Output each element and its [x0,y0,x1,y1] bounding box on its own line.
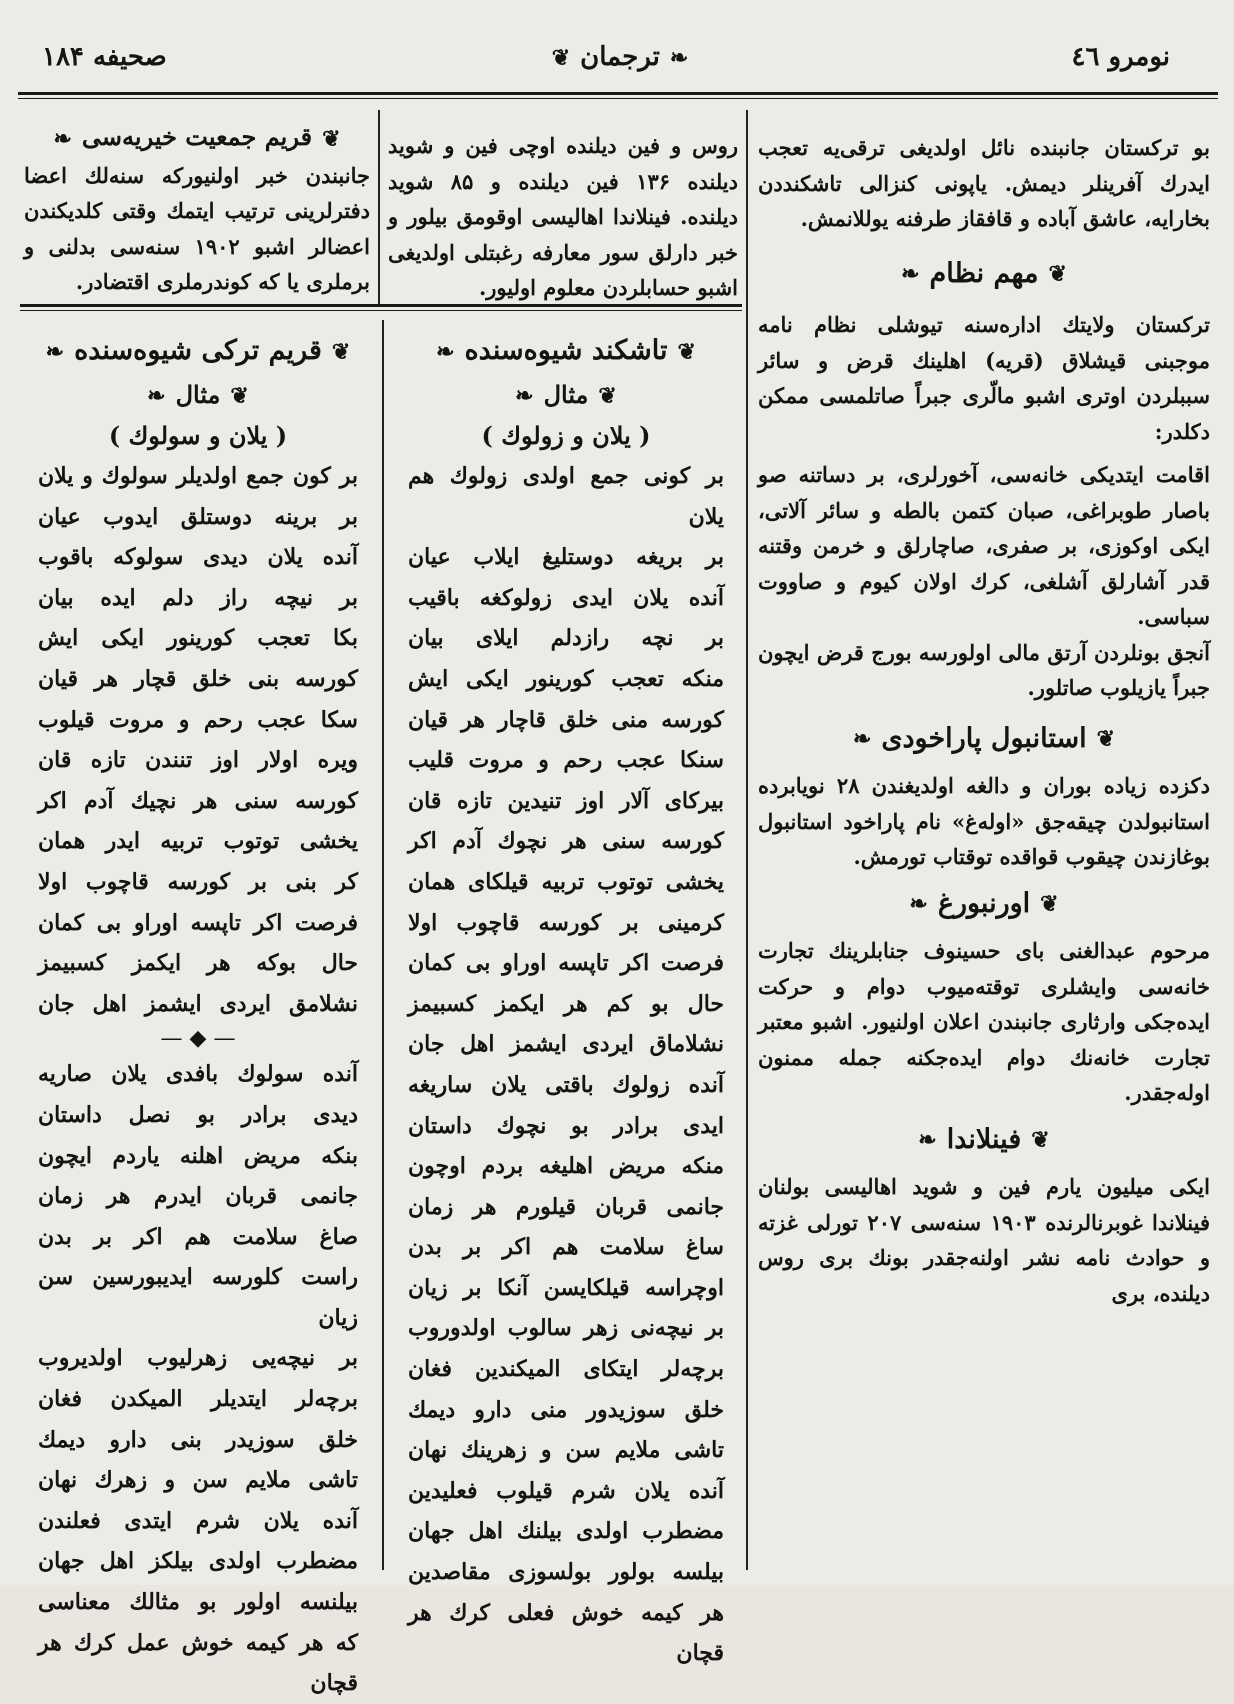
poem-name: ( یلان و سولوك ) [108,421,288,450]
ornament-icon: ❧ [515,383,534,409]
ornament-icon: ❧ [45,338,65,365]
section-heading: ❦مهم نظام❧ [758,251,1210,298]
poem-line: آنده یلان دیدی سولوکه باقوب [38,544,358,571]
poem-line: کرمینی بر کورسه قاچوب اولا [408,909,724,936]
poem-line: بنکه مریض اهلنه یاردم ایچون [38,1142,358,1169]
poem-line: بر بریغه دوستلیغ ایلاب عیان [408,544,724,571]
section-heading: ❦اورنبورغ❧ [758,881,1210,928]
poem-title: ❦تاشکند شیوه‌سنده❧ [394,328,738,375]
poem-line: آنده سولوك بافدی یلان صاریه [38,1061,358,1088]
poem-line: بر نیچه‌یی زهرلیوب اولدیروب [38,1345,358,1372]
left-top-block [24,118,370,300]
masthead [30,42,1210,72]
ornament-icon: ❧ [852,726,872,752]
poem-title: ❦قریم ترکی شیوه‌سنده❧ [24,328,372,375]
poem-line: خلق سوزیدر بنی دارو دیمك [38,1426,358,1453]
poem-line: بیلنسه اولور بو مثالك معناسی [38,1589,358,1616]
ornament-icon: ❦ [1040,891,1059,917]
column-divider [746,110,748,1570]
poem-subtitle: ❦مثال❧ [394,375,738,417]
poem-line: آنده یلان شرم ایتدی فعلندن [38,1507,358,1534]
poem-line: که هر کیمه خوش عمل کرك هر قچان [38,1629,358,1697]
ornament-icon: ❦ [331,338,351,365]
poem-line: کورسه سنی هر نچوك آدم اکر [408,828,724,855]
poem-lines [394,456,738,1674]
ornament-icon: ❧ [147,383,166,409]
page-number: صحیفه ۱۸۴ [42,42,167,72]
poem-line: فرصت اکر تاپسه اوراو بی کمان [38,909,358,936]
ornament-icon: ❧ [901,261,920,287]
poem-line: کورسه بنی خلق قچار هر قیان [38,665,358,692]
poem-line: اوچراسه قیلکایسن آنکا بر زیان [408,1274,724,1301]
poem-line: هر کیمه خوش فعلی کرك هر قچان [408,1599,724,1667]
poem-line: سکا عجب رحم و مروت قیلوب [38,706,358,733]
poem-line: تاشی ملایم سن و زهرك نهان [38,1467,358,1494]
poem-line: بر کونی جمع اولدی زولوك هم یلان [408,463,724,530]
paragraph: مرحوم عبدالغنی بای حسینوف جنابلرینك تجارت خانه‌سی وایشلری توقته‌میوب دوام و حرکت ایده‌جکی وارثاری جانبندن اعلان اولنیور. اشبو معتبر تجارت خانه‌نك دوام ایده‌جکنه جمله ممنون اوله‌جقدر. [758,938,1210,1105]
paragraph: جانبندن خبر اولنیورکه سنه‌لك اعضا دفترلرینی ترتیب ایتمك وقتی کلدیکندن اعضالر اشبو ۱۹۰۲ سنه‌سی بدلنی و برملری یا که کوندرملری اقتضادر. [24,162,370,294]
issue-number: نومرو ٤٦ [1071,42,1170,72]
ornament-icon: ❧ [53,125,72,152]
left-poem [24,328,372,1704]
poem-line: مضطرب اولدی بیلنك اهل جهان [408,1518,724,1545]
ornament-icon: ❦ [1096,726,1116,752]
intro-paragraph: بو ترکستان جانبنده نائل اولدیغی ترقی‌یه تعجب ایدرك آفرینلر دیمش. یاپونی کنزالی تاشکنددن بخارایه، عاشق آباده و قافقاز طرفنه یوللانمش. [758,135,1210,231]
newspaper-title: ترجمان [580,42,660,72]
poem-line: بر نیچه راز دلم ایده بیان [38,584,358,611]
poem-lines [24,1054,372,1704]
ornament-icon: ❦ [1048,261,1067,287]
poem-line: دیدی برادر بو نصل داستان [38,1101,358,1128]
poem-line: راست کلورسه ایدیبورسین سن زیان [38,1264,358,1331]
paragraph: ترکستان ولایتك اداره‌سنه تیوشلی نظام نامه موجبنی قیشلاق (قریه) اهلینك قرض و سائر سببلردن اوتری اشبو مالّری جبراً صاتلمسی ممکن دکلدر: [758,312,1210,444]
poem-subtitle: ❦مثال❧ [24,375,372,417]
poem-line: کر بنی بر کورسه قاچوب اولا [38,868,358,895]
poem-line: برچه‌لر ایتدیلر المیکدن فغان [38,1386,358,1413]
ornament-icon: ❦ [677,338,696,365]
poem-line: نشلامق ایردی ایشمز اهل جان [38,990,358,1017]
poem-line: حال بو کم هر ایکمز کسبیمز [408,990,724,1017]
section-heading: ❦قریم جمعیت خیریه‌سی❧ [24,118,370,158]
poem-line: جانمی قربان قیلورم هر زمان [408,1193,724,1220]
ornament-icon: ❦ [1031,1127,1050,1153]
poem-line: جانمی قربان ایدرم هر زمان [38,1183,358,1210]
poem-line: برچه‌لر ایتکای المیکندین فغان [408,1356,724,1383]
section-rule [20,310,742,311]
ornament-icon: ❦ [322,125,341,152]
section-heading: ❦استانبول پاراخودی❧ [758,716,1210,763]
poem-line: سنکا عجب رحم و مروت قلیب [408,747,724,774]
ornament-icon: ❧ [436,338,455,365]
paragraph: ایکی میلیون یارم فین و شوید اهالیسی بولنان فینلاندا غوبرنالرنده ۱۹۰۳ سنه‌سی ۲۰۷ تورلی غزته و حوادث نامه نشر اولنه‌جقدر بونك بری روس دیلنده، بری [758,1174,1210,1306]
poem-line: آنده یلان ایدی زولوکغه باقیب [408,584,724,611]
poem-line: منکه تعجب کورینور ایکی ایش [408,665,724,692]
poem-line: ساغ سلامت هم اکر بر بدن [408,1234,724,1261]
middle-poem [394,328,738,1674]
poem-line: بر کون جمع اولدیلر سولوك و یلان [38,463,358,489]
section-heading: ❦فینلاندا❧ [758,1117,1210,1164]
poem-line: کورسه منی خلق قاچار هر قیان [408,706,724,733]
poem-line: صاغ سلامت هم اکر بر بدن [38,1223,358,1250]
poem-line: ویره اولار اوز تنندن تازه قان [38,747,358,774]
header-rule-thin [18,98,1218,99]
poem-line: بر نچه رازدلم ایلای بیان [408,625,724,652]
poem-lines [24,456,372,1024]
poem-line: بر نیچه‌نی زهر سالوب اولدوروب [408,1315,724,1342]
poem-line: حال بوکه هر ایکمز کسبیمز [38,950,358,977]
ornament-icon: ❧ [918,1127,937,1153]
page-header [30,38,1210,86]
poem-line: آنده زولوك باقتی یلان ساریغه [408,1071,724,1098]
poem-line: بکا تعجب کورینور ایکی ایش [38,625,358,652]
column-divider [378,110,380,306]
header-rule [18,92,1218,95]
poem-line: یخشی توتوب تربیه ایدر همان [38,828,358,855]
right-column [758,130,1210,1311]
poem-line: منکه مریض اهلیغه بردم اوچون [408,1153,724,1180]
ornament-icon: ❦ [230,383,249,409]
poem-line: تاشی ملایم سن و زهرینك نهان [408,1437,724,1464]
poem-line: یخشی توتوب تربیه قیلکای همان [408,868,724,895]
poem-divider: — ◆ — [160,1026,236,1052]
ornament-icon: ❦ [551,45,571,71]
poem-line: ایدی برادر بو نچوك داستان [408,1112,724,1139]
paragraph: روس و فین دیلنده اوچی فین و شوید دیلنده ۱۳۶ فین دیلنده و ۸۵ شوید دیلنده. فینلاندا اهالیسی اوقومق بیلور و خبر دارلق سور معارفه رغبتلی اولدیغی اشبو حسابلردن معلوم اولیور. [388,133,738,300]
poem-line: کورسه سنی هر نچیك آدم اکر [38,787,358,814]
poem-name: ( یلان و زولوك ) [481,421,651,450]
poem-line: بیرکای آلار اوز تنیدین تازه قان [408,787,724,814]
column-divider [382,320,384,1570]
ornament-icon: ❦ [598,383,617,409]
poem-line: بر برینه دوستلق ایدوب عیان [38,503,358,530]
poem-line: فرصت اکر تاپسه اوراو بی کمان [408,950,724,977]
ornament-icon: ❧ [669,45,689,71]
poem-line: مضطرب اولدی بیلکز اهل جهان [38,1548,358,1575]
middle-top-block [388,128,738,306]
paragraph: دکزده زیاده بوران و دالغه اولدیغندن ۲۸ نویابرده استانبولدن چیقه‌جق «اوله‌غ» نام پاراخود استانبول بوغازندن چیقوب قواقده توقتاب تورمش. [758,773,1210,869]
paragraph: اقامت ایتدیکی خانه‌سی، آخورلری، بر دساتنه صو باصار طوبراغی، صبان کتمن بالطه و سائر آلاتی، ایکی اوکوزی، بر صفری، صاچارلق و خرمن وقتنه قدر آشارلق آشلغی، کرك اولان کیوم و صاووت سباسی. [758,462,1210,629]
poem-line: نشلاماق ایردی ایشمز اهل جان [408,1031,724,1058]
poem-line: خلق سوزیدور منی دارو دیمك [408,1396,724,1423]
ornament-icon: ❧ [909,891,928,917]
paragraph: آنجق بونلردن آرتق مالی اولورسه بورج قرض ایچون جبراً یازیلوب صاتلور. [758,639,1210,700]
poem-line: آنده یلان شرم قیلوب فعلیدین [408,1477,724,1504]
poem-line: بیلسه بولور بولسوزی مقاصدین [408,1559,724,1586]
